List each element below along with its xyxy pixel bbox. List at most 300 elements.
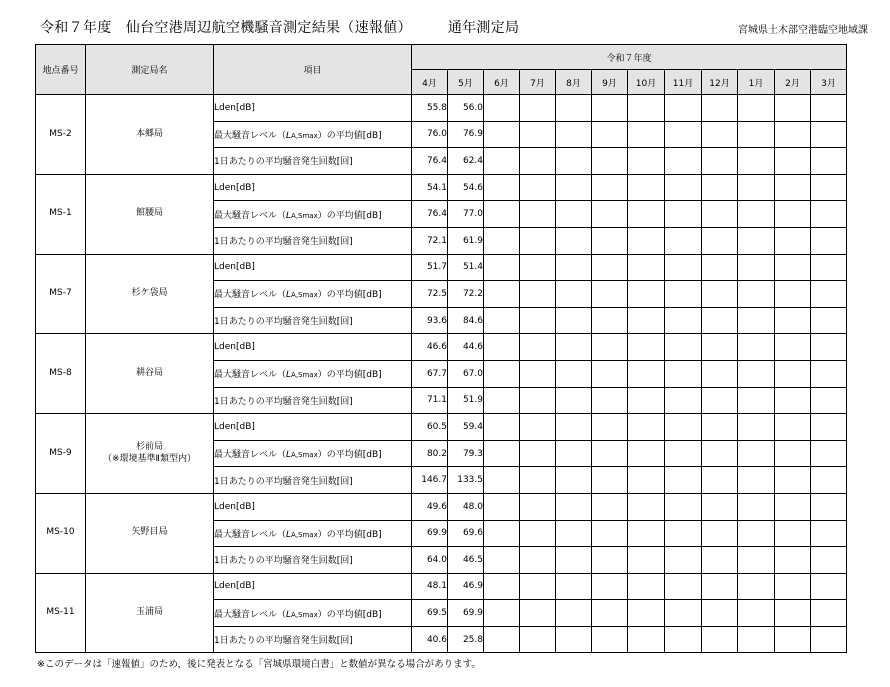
value-cell [628,547,665,574]
value-cell [738,254,775,281]
item-label-lmax [214,600,412,627]
value-cell [738,573,775,600]
value-cell [592,254,628,281]
value-cell [556,201,592,228]
value-cell [811,174,847,201]
station-code: MS-11 [36,573,86,653]
value-cell [775,254,811,281]
value-cell [592,547,628,574]
column-header-month: 11月 [665,70,702,95]
value-cell [775,281,811,308]
table-row [36,493,847,520]
value-cell [556,281,592,308]
value-cell [665,414,702,441]
value-cell [520,254,556,281]
item-label-symbol: L [286,210,292,221]
item-label-subscript: A,Smax [291,211,318,220]
value-cell [665,307,702,334]
value-cell [702,520,738,547]
value-cell: 25.8 [448,626,484,653]
value-cell [520,307,556,334]
value-cell [665,547,702,574]
value-cell [592,626,628,653]
column-header-month: 4月 [412,70,448,95]
item-label-symbol: L [286,370,292,381]
value-cell [628,493,665,520]
value-cell [484,387,520,414]
item-label-symbol: L [286,529,292,540]
item-label-prefix: 最大騒音レベル（ [214,529,287,540]
item-label-prefix: 最大騒音レベル（ [214,210,287,221]
value-cell [738,334,775,361]
value-cell [556,440,592,467]
item-label-count: 1日あたりの平均騒音発生回数[回] [214,467,412,494]
column-header-month: 9月 [592,70,628,95]
value-cell [811,121,847,148]
item-label-lden: Lden[dB] [214,493,412,520]
value-cell [738,307,775,334]
item-label-lden: Lden[dB] [214,334,412,361]
column-header-station: 測定局名 [86,45,214,95]
value-cell [556,493,592,520]
organization-name: 宮城県土木部空港臨空地域課 [738,25,868,36]
item-label-count: 1日あたりの平均騒音発生回数[回] [214,307,412,334]
value-cell: 40.6 [412,626,448,653]
value-cell [520,387,556,414]
item-label-prefix: 最大騒音レベル（ [214,370,287,381]
value-cell [592,600,628,627]
value-cell [556,626,592,653]
value-cell: 54.1 [412,174,448,201]
value-cell [520,121,556,148]
value-cell: 44.6 [448,334,484,361]
value-cell [702,334,738,361]
value-cell [628,201,665,228]
value-cell: 64.0 [412,547,448,574]
value-cell [628,121,665,148]
value-cell: 46.5 [448,547,484,574]
table-row [36,174,847,201]
value-cell: 69.9 [448,600,484,627]
value-cell [775,493,811,520]
value-cell [520,440,556,467]
value-cell [702,387,738,414]
value-cell [520,573,556,600]
value-cell [665,95,702,122]
value-cell [484,227,520,254]
value-cell [702,414,738,441]
value-cell: 62.4 [448,148,484,175]
value-cell [520,281,556,308]
value-cell [665,626,702,653]
item-label-symbol: L [286,130,292,141]
value-cell [811,600,847,627]
item-label-subscript: A,Smax [291,291,318,300]
value-cell [738,440,775,467]
value-cell: 61.9 [448,227,484,254]
value-cell [556,227,592,254]
value-cell [628,281,665,308]
item-label-suffix: ）の平均値[dB] [317,130,382,141]
value-cell [665,520,702,547]
value-cell [775,520,811,547]
item-label-prefix: 最大騒音レベル（ [214,609,287,620]
value-cell [738,387,775,414]
value-cell [702,307,738,334]
value-cell: 76.4 [412,148,448,175]
value-cell [592,121,628,148]
value-cell [811,201,847,228]
value-cell [775,360,811,387]
value-cell [520,493,556,520]
page-title: 令和７年度 仙台空港周辺航空機騒音測定結果（速報値） 通年測定局 [40,20,520,36]
value-cell [738,227,775,254]
value-cell [484,547,520,574]
value-cell [592,227,628,254]
value-cell [775,626,811,653]
value-cell [520,414,556,441]
footnote: ※このデータは「速報値」のため，後に発表となる「宮城県環境白書」と数値が異なる場合があります。 [37,659,481,670]
column-header-month: 1月 [738,70,775,95]
item-label-count: 1日あたりの平均騒音発生回数[回] [214,227,412,254]
station-code: MS-1 [36,174,86,254]
value-cell [628,360,665,387]
value-cell [702,148,738,175]
station-code: MS-9 [36,414,86,494]
value-cell [520,547,556,574]
value-cell [484,307,520,334]
value-cell [811,227,847,254]
value-cell [665,254,702,281]
value-cell [628,626,665,653]
station-name: 杉前局 [135,441,163,452]
value-cell [702,121,738,148]
station-name-cell [86,95,214,175]
value-cell [520,467,556,494]
value-cell: 56.0 [448,95,484,122]
item-label-symbol: L [286,609,292,620]
value-cell [665,387,702,414]
item-label-subscript: A,Smax [291,131,318,140]
value-cell [738,493,775,520]
value-cell [484,414,520,441]
value-cell: 71.1 [412,387,448,414]
value-cell [628,148,665,175]
value-cell [702,281,738,308]
value-cell [592,95,628,122]
value-cell [811,254,847,281]
value-cell [702,467,738,494]
value-cell [556,360,592,387]
value-cell [628,334,665,361]
station-name-cell [86,414,214,494]
column-header-code: 地点番号 [36,45,86,95]
item-label-count: 1日あたりの平均騒音発生回数[回] [214,387,412,414]
value-cell: 51.7 [412,254,448,281]
station-name: 館腰局 [135,208,163,219]
value-cell [628,174,665,201]
column-header-month: 6月 [484,70,520,95]
value-cell [484,121,520,148]
value-cell [484,600,520,627]
item-label-suffix: ）の平均値[dB] [317,450,382,461]
value-cell [775,201,811,228]
value-cell [775,547,811,574]
value-cell [628,227,665,254]
value-cell [811,95,847,122]
value-cell [484,360,520,387]
table-row [36,414,847,441]
value-cell [556,520,592,547]
value-cell [592,493,628,520]
value-cell [484,467,520,494]
item-label-prefix: 最大騒音レベル（ [214,290,287,301]
value-cell: 84.6 [448,307,484,334]
value-cell [665,281,702,308]
value-cell [592,201,628,228]
value-cell [592,414,628,441]
value-cell [520,174,556,201]
item-label-count: 1日あたりの平均騒音発生回数[回] [214,547,412,574]
value-cell: 51.4 [448,254,484,281]
value-cell [592,307,628,334]
value-cell [702,573,738,600]
value-cell [738,174,775,201]
value-cell [556,414,592,441]
value-cell [628,573,665,600]
value-cell: 93.6 [412,307,448,334]
item-label-count: 1日あたりの平均騒音発生回数[回] [214,626,412,653]
value-cell [811,493,847,520]
value-cell [702,440,738,467]
value-cell [811,387,847,414]
value-cell [592,467,628,494]
value-cell [556,307,592,334]
value-cell: 69.5 [412,600,448,627]
value-cell [592,174,628,201]
column-header-item: 項目 [214,45,412,95]
value-cell [484,626,520,653]
value-cell [665,600,702,627]
value-cell: 46.9 [448,573,484,600]
value-cell [702,254,738,281]
value-cell [520,334,556,361]
value-cell [738,121,775,148]
item-label-suffix: ）の平均値[dB] [317,609,382,620]
value-cell [520,626,556,653]
column-header-month: 8月 [556,70,592,95]
value-cell [702,95,738,122]
value-cell [665,573,702,600]
item-label-subscript: A,Smax [291,610,318,619]
value-cell [556,600,592,627]
value-cell: 146.7 [412,467,448,494]
item-label-lmax [214,201,412,228]
value-cell: 49.6 [412,493,448,520]
value-cell [775,387,811,414]
value-cell [775,414,811,441]
value-cell [628,520,665,547]
value-cell [556,573,592,600]
item-label-suffix: ）の平均値[dB] [317,210,382,221]
item-label-lmax [214,121,412,148]
value-cell: 55.8 [412,95,448,122]
value-cell [592,281,628,308]
value-cell [484,174,520,201]
station-code: MS-8 [36,334,86,414]
value-cell [628,307,665,334]
value-cell [520,600,556,627]
value-cell: 46.6 [412,334,448,361]
station-name: 本郷局 [135,128,163,139]
value-cell [702,626,738,653]
value-cell [556,467,592,494]
station-name: 矢野目局 [131,527,168,538]
value-cell [738,626,775,653]
value-cell [592,360,628,387]
value-cell [811,440,847,467]
value-cell [665,121,702,148]
value-cell: 76.0 [412,121,448,148]
value-cell [665,227,702,254]
value-cell [592,520,628,547]
value-cell: 72.5 [412,281,448,308]
value-cell [738,148,775,175]
item-label-lden: Lden[dB] [214,174,412,201]
value-cell [811,573,847,600]
value-cell [628,254,665,281]
value-cell: 59.4 [448,414,484,441]
station-name: 杉ケ袋局 [131,288,168,299]
item-label-lmax [214,281,412,308]
value-cell [592,573,628,600]
column-header-month: 10月 [628,70,665,95]
value-cell [775,148,811,175]
station-name: 玉浦局 [135,607,163,618]
value-cell [592,387,628,414]
station-name-cell [86,493,214,573]
table-row [36,334,847,361]
column-header-period: 令和７年度 [412,45,847,70]
value-cell: 69.9 [412,520,448,547]
item-label-symbol: L [286,290,292,301]
value-cell [775,121,811,148]
item-label-lmax [214,440,412,467]
value-cell: 76.9 [448,121,484,148]
item-label-suffix: ）の平均値[dB] [317,290,382,301]
value-cell [738,201,775,228]
value-cell [484,254,520,281]
value-cell [556,174,592,201]
item-label-subscript: A,Smax [291,371,318,380]
value-cell [702,600,738,627]
value-cell: 77.0 [448,201,484,228]
value-cell [702,493,738,520]
value-cell [775,95,811,122]
value-cell [811,281,847,308]
value-cell: 60.5 [412,414,448,441]
value-cell: 72.1 [412,227,448,254]
page-subtitle: 通年測定局 [447,20,520,36]
table-row [36,254,847,281]
item-label-subscript: A,Smax [291,451,318,460]
value-cell [556,95,592,122]
item-label-lden: Lden[dB] [214,95,412,122]
value-cell [738,414,775,441]
value-cell: 72.2 [448,281,484,308]
table-row [36,573,847,600]
value-cell [520,148,556,175]
value-cell [811,520,847,547]
value-cell [665,174,702,201]
station-code: MS-7 [36,254,86,334]
value-cell: 76.4 [412,201,448,228]
value-cell [665,148,702,175]
station-name-cell [86,254,214,334]
station-name-cell [86,174,214,254]
item-label-prefix: 最大騒音レベル（ [214,130,287,141]
value-cell [775,440,811,467]
value-cell [702,201,738,228]
item-label-lden: Lden[dB] [214,414,412,441]
value-cell [592,334,628,361]
value-cell: 80.2 [412,440,448,467]
value-cell [702,547,738,574]
value-cell [738,95,775,122]
item-label-lmax [214,360,412,387]
item-label-lden: Lden[dB] [214,254,412,281]
value-cell [628,600,665,627]
item-label-suffix: ）の平均値[dB] [317,529,382,540]
value-cell [738,281,775,308]
value-cell [628,387,665,414]
value-cell [484,281,520,308]
value-cell [702,227,738,254]
item-label-subscript: A,Smax [291,530,318,539]
value-cell [556,254,592,281]
value-cell [484,334,520,361]
value-cell [811,626,847,653]
value-cell [811,414,847,441]
value-cell [484,493,520,520]
value-cell [811,307,847,334]
value-cell [811,334,847,361]
station-name-cell [86,573,214,653]
value-cell [665,334,702,361]
value-cell [556,121,592,148]
item-label-lden: Lden[dB] [214,573,412,600]
value-cell [738,600,775,627]
value-cell [702,360,738,387]
value-cell [628,467,665,494]
value-cell [811,467,847,494]
value-cell [665,493,702,520]
value-cell: 54.6 [448,174,484,201]
column-header-month: 12月 [702,70,738,95]
value-cell [592,440,628,467]
value-cell [484,95,520,122]
value-cell: 79.3 [448,440,484,467]
value-cell: 67.7 [412,360,448,387]
value-cell [775,174,811,201]
value-cell [738,520,775,547]
value-cell [628,440,665,467]
value-cell [665,360,702,387]
value-cell [738,547,775,574]
value-cell [520,95,556,122]
value-cell: 51.9 [448,387,484,414]
value-cell [775,307,811,334]
